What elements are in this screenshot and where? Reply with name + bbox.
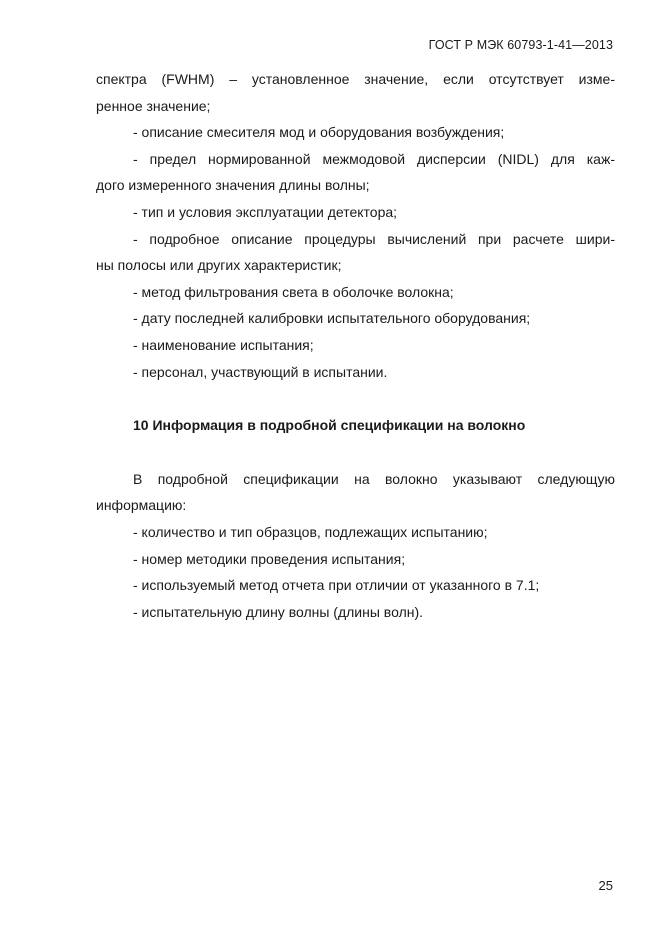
paragraph-line: спектра (FWHM) – установленное значение, если отсутствует изме- (96, 71, 615, 87)
document-header: ГОСТ Р МЭК 60793-1-41—2013 (428, 38, 613, 52)
section-heading: 10 Информация в подробной спецификации на волокно (133, 417, 526, 434)
list-item: - описание смесителя мод и оборудования возбуждения; (133, 124, 505, 141)
list-item: - количество и тип образцов, подлежащих испытанию; (133, 523, 488, 540)
list-item-continuation: дого измеренного значения длины волны; (96, 177, 370, 194)
list-item: - дату последней калибровки испытательного оборудования; (133, 310, 531, 327)
paragraph-line: ренное значение; (96, 97, 211, 114)
page-content (96, 66, 615, 625)
list-item: - персонал, участвующий в испытании. (133, 363, 388, 380)
list-item: - номер методики проведения испытания; (133, 550, 406, 567)
list-item: - используемый метод отчета при отличии от указанного в 7.1; (133, 577, 540, 594)
paragraph-line: В подробной спецификации на волокно указывают следующую (133, 470, 615, 487)
page-number: 25 (598, 878, 613, 893)
list-item: - метод фильтрования света в оболочке волокна; (133, 283, 454, 300)
paragraph-line: информацию: (96, 497, 187, 514)
list-item: - тип и условия эксплуатации детектора; (133, 203, 398, 220)
list-item: - предел нормированной межмодовой дисперсии (NIDL) для каж- (133, 150, 615, 167)
list-item: - наименование испытания; (133, 336, 314, 353)
list-item: - подробное описание процедуры вычислений при расчете шири- (133, 230, 615, 247)
list-item-continuation: ны полосы или других характеристик; (96, 257, 342, 274)
list-item: - испытательную длину волны (длины волн). (133, 603, 424, 620)
